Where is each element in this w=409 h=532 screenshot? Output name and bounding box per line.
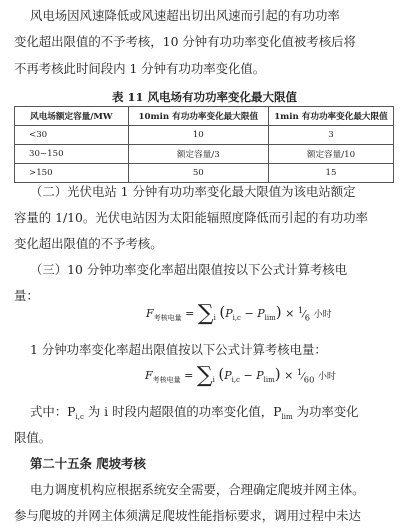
para-line: 限值。 bbox=[14, 430, 52, 445]
formula-lhs-sub: 考核电量 bbox=[153, 314, 182, 322]
para-line: 量： bbox=[14, 288, 39, 303]
limits-table bbox=[14, 106, 394, 183]
table-cell: 额定容量/3 bbox=[128, 145, 268, 164]
para-line: 风电场因风速降低或风速超出切出风速而引起的有功功率 bbox=[30, 8, 340, 23]
table-header-cell: 10min 有功功率变化最大限值 bbox=[128, 107, 268, 126]
sum-symbol: ∑ bbox=[196, 363, 213, 388]
table-cell: 3 bbox=[268, 126, 393, 145]
table-row bbox=[15, 145, 394, 164]
para-line: （三）10 分钟功率变化率超出限值按以下公式计算考核电 bbox=[30, 262, 348, 277]
para-line: 参与爬坡的并网主体须满足爬坡性能指标要求，调用过程中未达 bbox=[14, 508, 361, 523]
table-cell: <30 bbox=[15, 126, 129, 145]
table-cell: 10 bbox=[128, 126, 268, 145]
para-line: 变化超出限值的不予考核，10 分钟有功功率变化值被考核后将 bbox=[14, 34, 356, 49]
table-row bbox=[15, 164, 394, 183]
fraction: $^1⁄_6$ bbox=[297, 304, 311, 322]
formula-1min: $F_{考核电量} = \sum_i$ $(P_{i,c} - P_{lim})$ × $^1⁄_{60}$ 小时 bbox=[145, 363, 336, 388]
para-line: （二）光伏电站 1 分钟有功功率变化最大限值为该电站额定 bbox=[30, 184, 356, 199]
table-header-cell: 1min 有功功率变化最大限值 bbox=[268, 107, 393, 126]
table-cell: 额定容量/10 bbox=[268, 145, 393, 164]
sum-symbol: ∑ bbox=[197, 301, 214, 326]
table-header-row bbox=[15, 107, 394, 126]
article-title: 第二十五条 爬坡考核 bbox=[30, 456, 146, 471]
para-line: 不再考核此时间段内 1 分钟有功功率变化值。 bbox=[14, 61, 266, 76]
para-line: 变化超出限值的不予考核。 bbox=[14, 236, 163, 251]
table-cell: 15 bbox=[268, 164, 393, 183]
table-cell: 50 bbox=[128, 164, 268, 183]
formula-lhs-sub: 考核电量 bbox=[152, 376, 181, 384]
para-line: 1 分钟功率变化率超出限值按以下公式计算考核电量： bbox=[30, 342, 327, 357]
table-header-cell: 风电场额定容量/MW bbox=[15, 107, 129, 126]
table-caption: 表 11 风电场有功功率变化最大限值 bbox=[111, 90, 297, 104]
para-line: 电力调度机构应根据系统安全需要，合理确定爬坡并网主体。 bbox=[30, 482, 365, 497]
para-line: 式中：$P_{i,c}$ 为 i 时段内超限值的功率变化值，$P_{lim}$ 为功率变化 bbox=[30, 404, 359, 421]
fraction: $^1⁄_{60}$ bbox=[296, 366, 315, 384]
table-row bbox=[15, 126, 394, 145]
table-cell: >150 bbox=[15, 164, 129, 183]
table-cell: 30~150 bbox=[15, 145, 129, 164]
formula-10min: $F_{考核电量} = \sum_i$ $(P_{i,c} - P_{lim})$ × $^1⁄_6$ 小时 bbox=[146, 301, 332, 326]
para-line: 容量的 1/10。光伏电站因为太阳能辐照度降低而引起的有功功率 bbox=[14, 210, 368, 225]
